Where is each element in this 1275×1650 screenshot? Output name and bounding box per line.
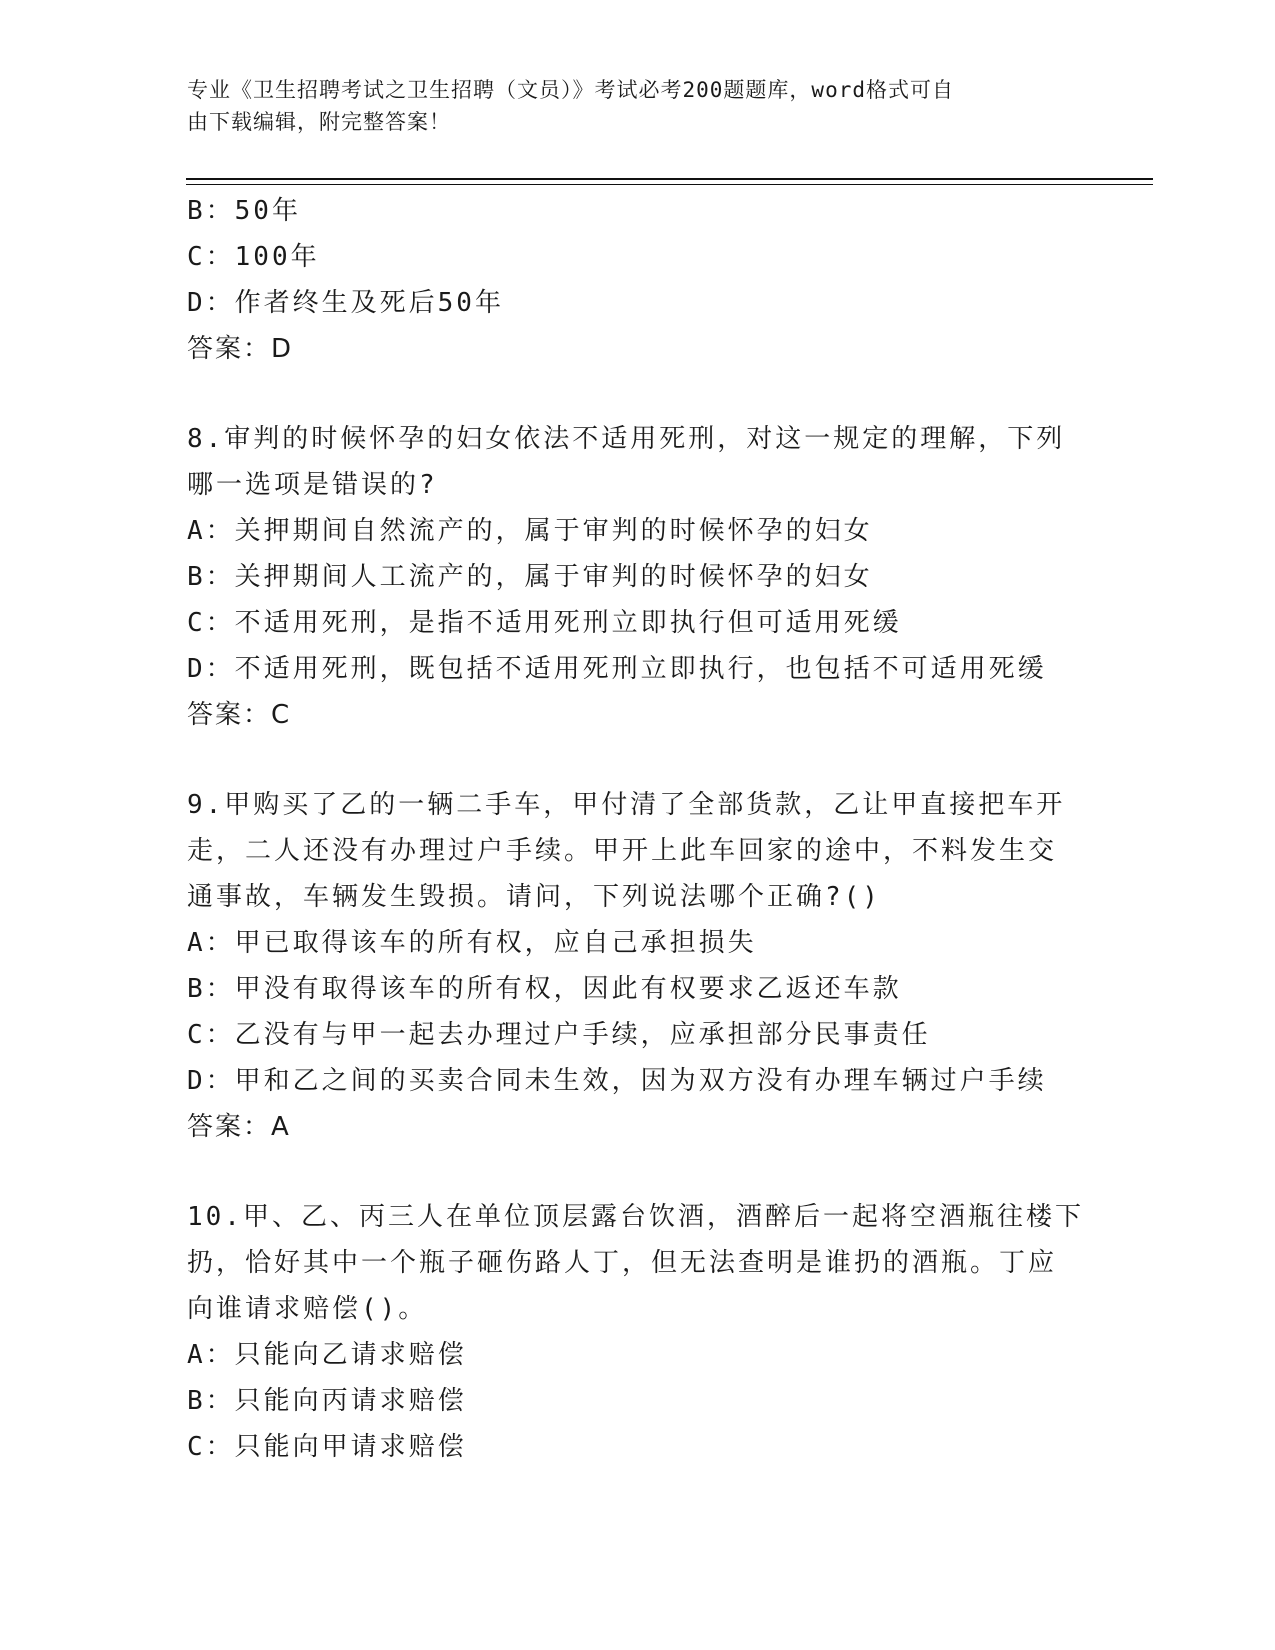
spacer [187, 1150, 1087, 1194]
option-a: A：关押期间自然流产的，属于审判的时候怀孕的妇女 [187, 516, 873, 546]
option-a: A：只能向乙请求赔偿 [187, 1340, 467, 1370]
header-line-1: 专业《卫生招聘考试之卫生招聘（文员）》考试必考200题题库，word格式可自 [187, 78, 954, 102]
question-text-line: 走，二人还没有办理过户手续。甲开上此车回家的途中，不料发生交 [187, 836, 1058, 866]
question-10 [187, 1194, 1087, 1470]
header-line-2: 由下载编辑，附完整答案！ [187, 110, 451, 134]
option-b: B：50年 [187, 196, 301, 226]
question-text-line: 扔，恰好其中一个瓶子砸伤路人丁，但无法查明是谁扔的酒瓶。丁应 [187, 1248, 1058, 1278]
option-d: D：不适用死刑，既包括不适用死刑立即执行，也包括不可适用死缓 [187, 654, 1047, 684]
answer: 答案：A [187, 1112, 291, 1142]
option-d: D：甲和乙之间的买卖合同未生效，因为双方没有办理车辆过户手续 [187, 1066, 1047, 1096]
question-text-line: 8.审判的时候怀孕的妇女依法不适用死刑，对这一规定的理解，下列 [187, 424, 1066, 454]
question-text-line: 通事故，车辆发生毁损。请问，下列说法哪个正确?() [187, 882, 881, 912]
option-c: C：100年 [187, 242, 320, 272]
question-7 [187, 188, 1087, 372]
question-9 [187, 782, 1087, 1150]
page-header [187, 74, 1067, 138]
option-a: A：甲已取得该车的所有权，应自己承担损失 [187, 928, 757, 958]
option-c: C：不适用死刑，是指不适用死刑立即执行但可适用死缓 [187, 608, 902, 638]
header-rule-thick [186, 178, 1153, 180]
header-rule-thin [186, 184, 1153, 185]
question-8 [187, 416, 1087, 738]
spacer [187, 372, 1087, 416]
option-b: B：只能向丙请求赔偿 [187, 1386, 467, 1416]
option-b: B：甲没有取得该车的所有权，因此有权要求乙返还车款 [187, 974, 902, 1004]
question-text-line: 10.甲、乙、丙三人在单位顶层露台饮酒，酒醉后一起将空酒瓶往楼下 [187, 1202, 1084, 1232]
question-text-line: 哪一选项是错误的? [187, 470, 438, 500]
option-d: D：作者终生及死后50年 [187, 288, 504, 318]
question-content [187, 188, 1087, 1470]
option-c: C：只能向甲请求赔偿 [187, 1432, 467, 1462]
answer: 答案：C [187, 700, 292, 730]
spacer [187, 738, 1087, 782]
question-text-line: 9.甲购买了乙的一辆二手车，甲付清了全部货款，乙让甲直接把车开 [187, 790, 1066, 820]
question-text-line: 向谁请求赔偿()。 [187, 1294, 428, 1324]
option-c: C：乙没有与甲一起去办理过户手续，应承担部分民事责任 [187, 1020, 931, 1050]
answer: 答案：D [187, 334, 294, 364]
option-b: B：关押期间人工流产的，属于审判的时候怀孕的妇女 [187, 562, 873, 592]
